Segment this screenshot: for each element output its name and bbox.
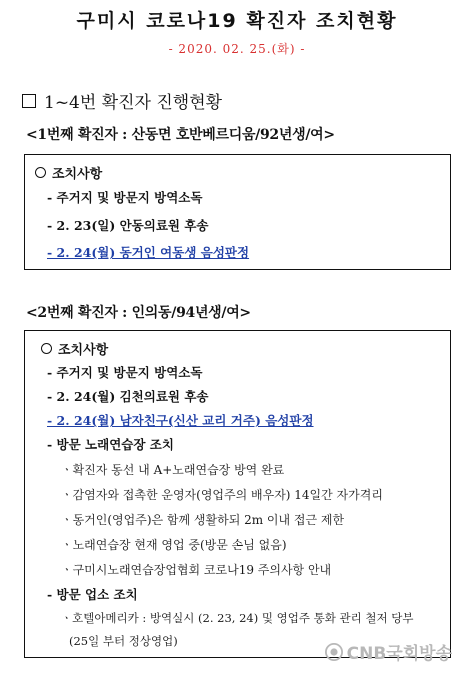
case-2-line-4: - 방문 노래연습장 조치: [47, 437, 174, 452]
karaoke-item-2: ㆍ감염자와 접촉한 운영자(영업주의 배우자) 14일간 자가격리: [61, 488, 383, 502]
case-1-header-text: 조치사항: [52, 167, 103, 182]
logo-text: CNB국회방송: [346, 644, 452, 664]
karaoke-item-1: ㆍ확진자 동선 내 A+노래연습장 방역 완료: [61, 463, 285, 477]
logo-icon: [325, 643, 343, 661]
case-1-title: <1번째 확진자 : 산동면 호반베르디움/92년생/여>: [26, 127, 335, 143]
business-header: - 방문 업소 조치: [47, 587, 138, 602]
case-2-header-text: 조치사항: [58, 343, 109, 358]
section-heading: [22, 88, 222, 113]
circle-bullet-icon: [41, 343, 52, 354]
karaoke-item-5: ㆍ구미시노래연습장업협회 코로나19 주의사항 안내: [61, 563, 332, 577]
case-1-line-2: - 2. 23(일) 안동의료원 후송: [47, 218, 209, 233]
circle-bullet-icon: [35, 167, 46, 178]
case-2-title: <2번째 확진자 : 인의동/94년생/여>: [26, 305, 251, 321]
karaoke-item-3: ㆍ동거인(영업주)은 함께 생활하되 2m 이내 접근 제한: [61, 513, 345, 527]
business-item-1: ㆍ호텔아메리카 : 방역실시 (2. 23, 24) 및 영업주 통화 관리 철저 당부: [61, 611, 414, 625]
case-2-box: [24, 330, 451, 658]
checkbox-icon: [22, 94, 36, 108]
case-1-box: [24, 154, 451, 270]
case-2-line-2: - 2. 24(월) 김천의료원 후송: [47, 389, 209, 404]
case-2-header: [41, 339, 108, 358]
case-2-line-3: - 2. 24(월) 남자친구(신산 교리 거주) 음성판정: [47, 413, 314, 428]
case-1-line-3: - 2. 24(월) 동거인 여동생 음성판정: [47, 245, 250, 260]
business-item-2: (25일 부터 정상영업): [69, 634, 178, 648]
case-2-line-1: - 주거지 및 방문지 방역소독: [47, 365, 203, 380]
case-1-header: [35, 163, 102, 182]
broadcaster-logo: [325, 639, 452, 664]
karaoke-item-4: ㆍ노래연습장 현재 영업 중(방문 손님 없음): [61, 538, 287, 552]
report-date: - 2020. 02. 25.(화) -: [168, 42, 306, 56]
section-heading-text: 1~4번 확진자 진행현황: [44, 93, 223, 113]
case-1-line-1: - 주거지 및 방문지 방역소독: [47, 190, 203, 205]
page-title: 구미시 코로나19 확진자 조치현황: [76, 10, 398, 32]
